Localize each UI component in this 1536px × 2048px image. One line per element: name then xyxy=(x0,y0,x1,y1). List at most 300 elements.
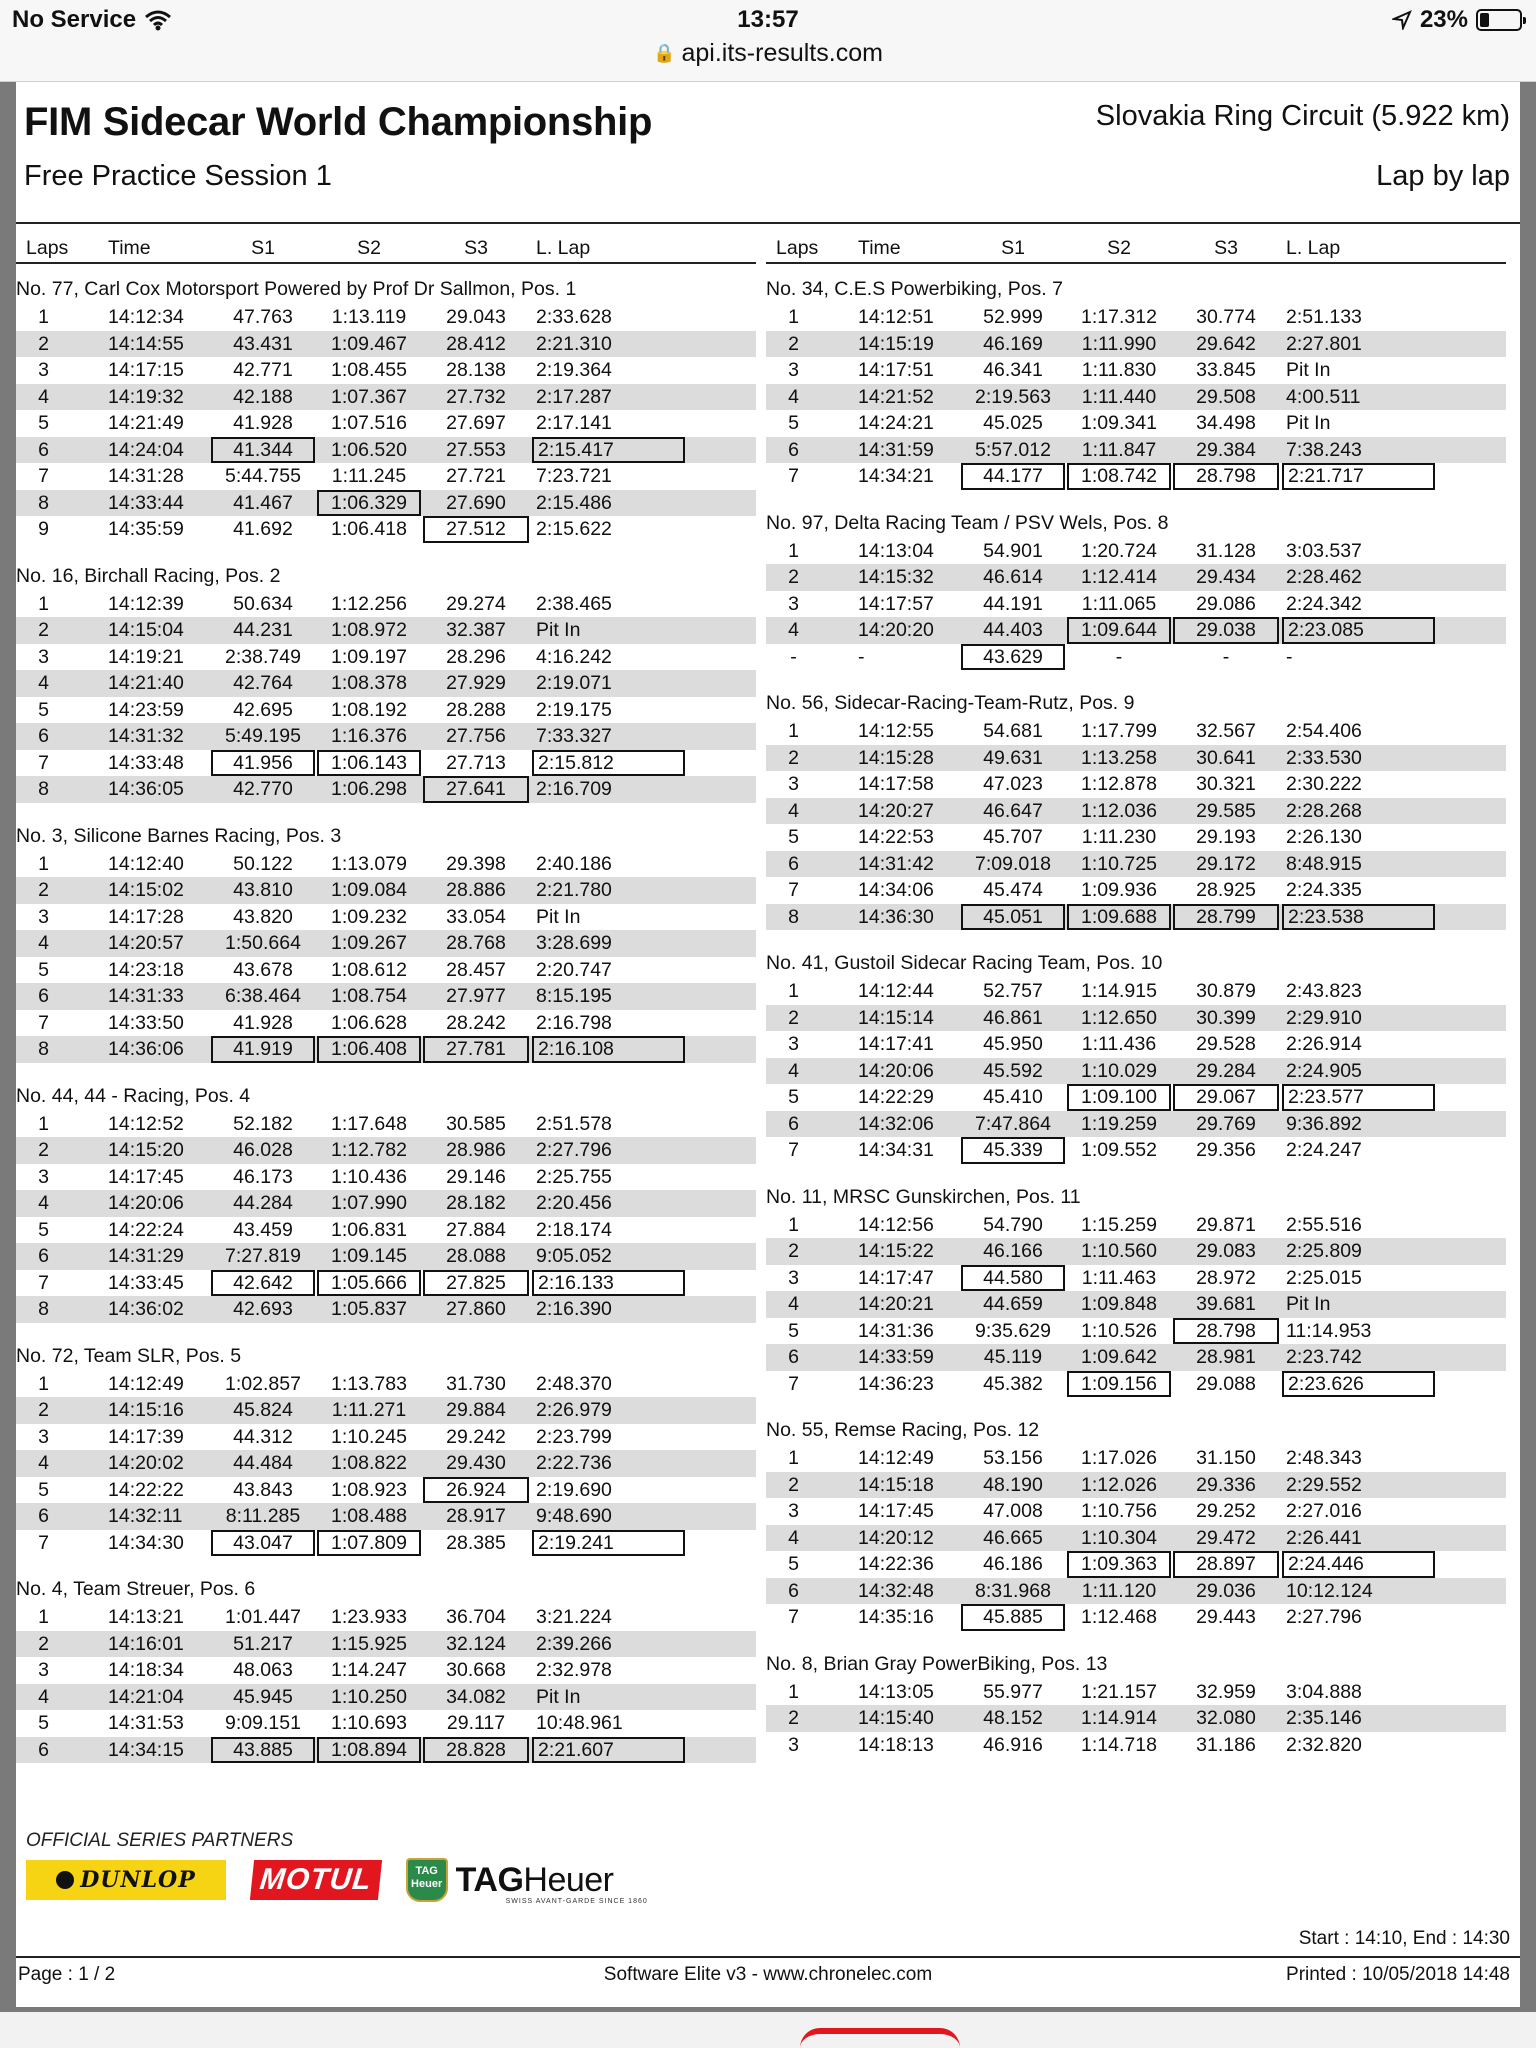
sector-1: 44.580 xyxy=(961,1265,1065,1292)
table-row xyxy=(766,1604,1506,1631)
lap-time-of-day: 14:21:49 xyxy=(108,412,184,434)
lap-number: 5 xyxy=(38,1478,49,1501)
sector-2: 1:12.468 xyxy=(1081,1606,1157,1628)
last-lap: 3:03.537 xyxy=(1286,539,1362,562)
sector-3: 28.182 xyxy=(446,1192,506,1214)
lap-time-of-day: 14:17:45 xyxy=(108,1165,184,1188)
last-lap: 2:19.364 xyxy=(536,359,612,381)
last-lap: 7:23.721 xyxy=(536,465,612,487)
team-heading: No. 16, Birchall Racing, Pos. 2 xyxy=(16,564,281,587)
table-row xyxy=(766,851,1506,878)
sector-3: 29.193 xyxy=(1196,826,1256,848)
sector-3: 28.385 xyxy=(446,1531,506,1554)
lap-number: 4 xyxy=(788,1059,799,1082)
lap-time-of-day: 14:34:15 xyxy=(108,1738,184,1761)
table-row xyxy=(766,1031,1506,1058)
table-row xyxy=(16,644,756,671)
sector-3: 29.398 xyxy=(446,852,506,875)
lap-time-of-day: 14:22:36 xyxy=(858,1553,934,1575)
header-laps: Laps xyxy=(776,237,819,259)
lap-number: 5 xyxy=(788,412,799,434)
lap-number: 1 xyxy=(788,539,799,562)
left-column xyxy=(16,232,756,1763)
sector-1: 52.182 xyxy=(233,1112,293,1135)
last-lap: 2:23.799 xyxy=(536,1425,612,1448)
sector-1: 46.186 xyxy=(983,1553,1043,1575)
sector-2: 1:10.756 xyxy=(1081,1500,1157,1522)
lap-time-of-day: 14:34:30 xyxy=(108,1531,184,1554)
lap-time-of-day: 14:35:16 xyxy=(858,1606,934,1628)
sector-2: 1:20.724 xyxy=(1081,539,1157,562)
sector-3: 28.296 xyxy=(446,645,506,668)
lap-number: 4 xyxy=(38,1685,49,1708)
last-lap: 3:21.224 xyxy=(536,1606,612,1628)
lap-time-of-day: 14:32:11 xyxy=(108,1505,183,1527)
sector-1: 54.901 xyxy=(983,539,1043,562)
next-page-preview xyxy=(0,2012,1536,2048)
lap-number: 4 xyxy=(788,1293,799,1315)
header-last-lap: L. Lap xyxy=(1286,237,1341,259)
lap-time-of-day: 14:23:18 xyxy=(108,958,184,981)
table-row xyxy=(766,1291,1506,1318)
table-row xyxy=(766,1084,1506,1111)
sector-2: - xyxy=(1115,645,1123,668)
last-lap: Pit In xyxy=(1286,412,1331,434)
table-row xyxy=(16,463,756,490)
sector-1: 41.928 xyxy=(233,412,293,434)
last-lap: 2:39.266 xyxy=(536,1632,612,1655)
sector-1: 1:01.447 xyxy=(225,1606,301,1628)
lap-number: 5 xyxy=(38,1218,49,1241)
table-row xyxy=(766,331,1506,358)
sector-1: 41.956 xyxy=(211,750,315,777)
sector-2: 1:08.742 xyxy=(1067,463,1171,490)
table-row xyxy=(766,1705,1506,1732)
sector-3: 29.528 xyxy=(1196,1033,1256,1055)
last-lap: 2:18.174 xyxy=(536,1218,612,1241)
sector-2: 1:06.143 xyxy=(317,750,421,777)
table-row xyxy=(766,824,1506,851)
sector-2: 1:10.250 xyxy=(331,1685,407,1708)
last-lap: 2:29.552 xyxy=(1286,1473,1362,1496)
sector-3: 27.697 xyxy=(446,412,506,434)
team-spacer xyxy=(16,543,756,559)
lap-number: 4 xyxy=(38,385,49,408)
last-lap: 2:54.406 xyxy=(1286,720,1362,742)
sector-3: 27.713 xyxy=(446,751,506,774)
sector-3: 27.553 xyxy=(446,438,506,461)
sector-1: 43.885 xyxy=(211,1737,315,1764)
sector-1: 1:02.857 xyxy=(225,1372,301,1395)
lap-number: 6 xyxy=(788,1112,799,1135)
sector-3: 29.434 xyxy=(1196,566,1256,588)
sector-3: 28.798 xyxy=(1173,1318,1279,1345)
sector-2: 1:13.079 xyxy=(331,852,407,875)
lap-time-of-day: 14:34:21 xyxy=(858,465,934,487)
table-row xyxy=(766,1732,1506,1759)
lap-time-of-day: 14:17:47 xyxy=(858,1266,934,1289)
lap-number: 7 xyxy=(38,751,49,774)
last-lap: 2:40.186 xyxy=(536,852,612,875)
lap-time-of-day: 14:20:02 xyxy=(108,1452,184,1474)
lap-number: 8 xyxy=(38,1038,49,1060)
last-lap: 2:16.108 xyxy=(532,1036,685,1063)
last-lap: 2:23.742 xyxy=(1286,1346,1362,1368)
sector-3: 33.845 xyxy=(1196,359,1256,381)
last-lap: 2:29.910 xyxy=(1286,1006,1362,1029)
sector-3: 27.860 xyxy=(446,1298,506,1320)
sector-3: 29.585 xyxy=(1196,799,1256,822)
table-row xyxy=(16,1657,756,1684)
sector-3: 31.730 xyxy=(446,1372,506,1395)
team-spacer xyxy=(766,1631,1506,1647)
sector-1: 47.023 xyxy=(983,773,1043,795)
lap-number: 3 xyxy=(38,1425,49,1448)
sector-1: 44.312 xyxy=(233,1425,293,1448)
sector-3: 28.986 xyxy=(446,1139,506,1161)
circuit-name: Slovakia Ring Circuit (5.922 km) xyxy=(1095,100,1510,132)
sector-1: 45.707 xyxy=(983,826,1043,848)
lap-time-of-day: 14:34:31 xyxy=(858,1139,934,1161)
right-column xyxy=(766,232,1506,1758)
sector-2: 1:11.271 xyxy=(331,1399,407,1421)
sector-3: 29.642 xyxy=(1196,332,1256,355)
sector-3: 27.884 xyxy=(446,1218,506,1241)
last-lap: 2:19.071 xyxy=(536,672,612,694)
lap-number: 7 xyxy=(788,465,799,487)
sector-3: 28.088 xyxy=(446,1245,506,1267)
sector-1: 46.614 xyxy=(983,566,1043,588)
team-heading: No. 3, Silicone Barnes Racing, Pos. 3 xyxy=(16,824,342,847)
sector-3: 29.038 xyxy=(1173,617,1279,644)
team-spacer xyxy=(16,1063,756,1079)
lap-time-of-day: 14:31:36 xyxy=(858,1319,934,1342)
sector-1: 44.191 xyxy=(983,592,1043,615)
sector-2: 1:11.230 xyxy=(1081,826,1157,848)
document-viewer[interactable] xyxy=(0,82,1536,2012)
lap-number: 2 xyxy=(788,566,799,588)
sector-1: 43.431 xyxy=(233,332,293,355)
table-row xyxy=(16,437,756,464)
sector-1: 9:35.629 xyxy=(975,1319,1051,1342)
table-row xyxy=(16,1710,756,1737)
header-laps: Laps xyxy=(26,237,69,259)
team-heading: No. 41, Gustoil Sidecar Racing Team, Pos. 10 xyxy=(766,952,1163,974)
last-lap: 2:51.578 xyxy=(536,1112,612,1135)
sector-1: 45.382 xyxy=(983,1372,1043,1395)
lap-number: 9 xyxy=(38,518,49,540)
lap-number: 5 xyxy=(788,1086,799,1108)
lap-number: 1 xyxy=(38,852,49,875)
lap-number: 3 xyxy=(788,592,799,615)
sector-3: 34.082 xyxy=(446,1685,506,1708)
sector-1: 41.919 xyxy=(211,1036,315,1063)
sector-2: 1:08.894 xyxy=(317,1737,421,1764)
last-lap: 2:23.577 xyxy=(1282,1084,1435,1111)
dunlop-logo xyxy=(26,1860,226,1900)
sector-1: 43.047 xyxy=(211,1530,315,1557)
sector-2: 1:06.329 xyxy=(317,490,421,517)
motul-text: MOTUL xyxy=(258,1863,374,1896)
lap-time-of-day: 14:13:04 xyxy=(858,539,934,562)
sector-2: 1:13.119 xyxy=(331,306,407,328)
lap-time-of-day: 14:22:24 xyxy=(108,1218,184,1241)
lap-time-of-day: 14:24:04 xyxy=(108,438,184,461)
table-row xyxy=(16,1604,756,1631)
lap-time-of-day: 14:20:21 xyxy=(858,1293,934,1315)
last-lap: 2:55.516 xyxy=(1286,1213,1362,1236)
lap-number: 2 xyxy=(38,619,49,641)
last-lap: 3:28.699 xyxy=(536,932,612,954)
sector-1: 41.928 xyxy=(233,1011,293,1034)
sector-2: 1:08.488 xyxy=(331,1505,407,1527)
sector-2: 1:10.725 xyxy=(1081,852,1157,875)
table-row xyxy=(766,304,1506,331)
partners-label: OFFICIAL SERIES PARTNERS xyxy=(26,1830,294,1851)
lap-number: 6 xyxy=(38,725,49,747)
sector-3: 28.972 xyxy=(1196,1266,1256,1289)
sector-1: 46.861 xyxy=(983,1006,1043,1029)
sector-3: 28.138 xyxy=(446,359,506,381)
team-heading: No. 44, 44 - Racing, Pos. 4 xyxy=(16,1084,251,1107)
lap-number: 6 xyxy=(788,1346,799,1368)
sector-3: - xyxy=(1222,645,1230,668)
lap-time-of-day: 14:17:28 xyxy=(108,905,184,928)
last-lap: 2:20.747 xyxy=(536,958,612,981)
last-lap: 11:14.953 xyxy=(1286,1319,1372,1342)
clock: 13:57 xyxy=(737,6,799,33)
table-row xyxy=(16,1631,756,1658)
lap-number: 4 xyxy=(38,932,49,954)
lap-time-of-day: 14:12:39 xyxy=(108,592,184,615)
sector-3: 29.472 xyxy=(1196,1526,1256,1549)
sector-1: 44.403 xyxy=(983,619,1043,641)
sector-2: 1:06.831 xyxy=(331,1218,407,1241)
lap-number: 1 xyxy=(788,1447,799,1469)
divider xyxy=(16,222,1520,224)
sector-1: 48.063 xyxy=(233,1659,293,1681)
table-row xyxy=(16,1450,756,1477)
sector-2: 1:12.256 xyxy=(331,592,407,615)
sector-3: 31.150 xyxy=(1196,1447,1256,1469)
lap-number: 2 xyxy=(788,746,799,769)
last-lap: 2:25.755 xyxy=(536,1165,612,1188)
sector-2: 1:17.799 xyxy=(1081,720,1157,742)
sector-2: 1:11.830 xyxy=(1081,359,1157,381)
table-row xyxy=(766,798,1506,825)
table-row xyxy=(16,1243,756,1270)
lap-number: 7 xyxy=(788,1372,799,1395)
last-lap: 2:51.133 xyxy=(1286,306,1362,328)
lap-time-of-day: 14:17:51 xyxy=(858,359,934,381)
last-lap: 2:15.622 xyxy=(536,518,612,540)
sector-1: 54.681 xyxy=(983,720,1043,742)
table-row xyxy=(16,1010,756,1037)
lap-time-of-day: 14:12:51 xyxy=(858,306,934,328)
sector-1: 41.692 xyxy=(233,518,293,540)
last-lap: 2:21.607 xyxy=(532,1737,685,1764)
sector-1: 5:57.012 xyxy=(975,438,1051,461)
sector-2: 1:11.065 xyxy=(1081,592,1157,615)
sector-3: 27.690 xyxy=(446,491,506,514)
lap-time-of-day: 14:21:04 xyxy=(108,1685,184,1708)
lap-time-of-day: 14:36:06 xyxy=(108,1038,184,1060)
sector-2: 1:08.378 xyxy=(331,672,407,694)
lap-number: 1 xyxy=(38,306,49,328)
team-spacer xyxy=(16,1556,756,1572)
lap-number: 3 xyxy=(788,1033,799,1055)
header-s3: S3 xyxy=(1214,237,1238,259)
header-s3: S3 xyxy=(464,237,488,259)
lap-number: 3 xyxy=(788,359,799,381)
lap-time-of-day: - xyxy=(858,645,865,668)
lap-time-of-day: 14:31:42 xyxy=(858,852,934,875)
sector-3: 29.242 xyxy=(446,1425,506,1448)
last-lap: 2:38.465 xyxy=(536,592,612,615)
last-lap: 9:05.052 xyxy=(536,1245,612,1267)
sector-3: 29.384 xyxy=(1196,438,1256,461)
sector-2: 1:09.848 xyxy=(1081,1293,1157,1315)
tag-heuer-logo xyxy=(406,1858,648,1905)
table-row xyxy=(766,1137,1506,1164)
lap-number: 4 xyxy=(788,385,799,408)
lap-number: 3 xyxy=(788,1500,799,1522)
table-row xyxy=(766,1551,1506,1578)
sector-1: 41.344 xyxy=(211,437,315,464)
last-lap: 2:23.085 xyxy=(1282,617,1435,644)
team-heading: No. 97, Delta Racing Team / PSV Wels, Pos. 8 xyxy=(766,511,1169,534)
sector-1: 45.592 xyxy=(983,1059,1043,1082)
lap-number: 8 xyxy=(788,905,799,928)
lock-icon: 🔒 xyxy=(653,43,676,63)
sector-2: 1:21.157 xyxy=(1081,1680,1157,1703)
sector-3: 28.412 xyxy=(446,332,506,355)
header-time: Time xyxy=(108,237,151,259)
sector-1: 47.008 xyxy=(983,1500,1043,1522)
sector-2: 1:07.516 xyxy=(331,412,407,434)
last-lap: 2:28.462 xyxy=(1286,566,1362,588)
lap-number: 7 xyxy=(38,1011,49,1034)
lap-time-of-day: 14:16:01 xyxy=(108,1632,184,1655)
table-row xyxy=(766,877,1506,904)
lap-time-of-day: 14:36:05 xyxy=(108,778,184,800)
last-lap: 2:17.141 xyxy=(536,412,612,434)
sector-3: 29.043 xyxy=(446,306,506,328)
sector-1: 7:09.018 xyxy=(975,852,1051,875)
address-bar[interactable] xyxy=(0,38,1536,82)
lap-number: 5 xyxy=(788,1319,799,1342)
table-row xyxy=(16,1111,756,1138)
table-row xyxy=(766,718,1506,745)
table-row xyxy=(16,1424,756,1451)
lap-number: 7 xyxy=(38,1531,49,1554)
sector-1: 45.051 xyxy=(961,904,1065,931)
header-last-lap: L. Lap xyxy=(536,237,591,259)
lap-time-of-day: 14:17:45 xyxy=(858,1500,934,1522)
lap-number: 3 xyxy=(788,773,799,795)
sector-1: 43.459 xyxy=(233,1218,293,1241)
lap-time-of-day: 14:23:59 xyxy=(108,698,184,721)
table-row xyxy=(16,331,756,358)
team-spacer xyxy=(766,930,1506,946)
sector-2: 1:08.192 xyxy=(331,698,407,721)
table-row xyxy=(16,1164,756,1191)
sector-1: 44.231 xyxy=(233,619,293,641)
table-row xyxy=(766,1371,1506,1398)
sector-1: 45.339 xyxy=(961,1137,1065,1164)
sector-2: 1:17.648 xyxy=(331,1112,407,1135)
table-row xyxy=(16,1397,756,1424)
table-row xyxy=(766,1498,1506,1525)
sector-3: 28.828 xyxy=(423,1737,529,1764)
sector-1: 46.341 xyxy=(983,359,1043,381)
sector-2: 1:17.312 xyxy=(1081,306,1157,328)
sector-2: 1:09.156 xyxy=(1067,1371,1171,1398)
table-row xyxy=(766,1445,1506,1472)
lap-number: 7 xyxy=(38,465,49,487)
lap-number: 1 xyxy=(788,306,799,328)
lap-number: 5 xyxy=(38,1712,49,1734)
sector-3: 30.774 xyxy=(1196,306,1256,328)
sector-1: 46.916 xyxy=(983,1733,1043,1756)
last-lap: 3:04.888 xyxy=(1286,1680,1362,1703)
lap-number: 2 xyxy=(38,879,49,901)
lap-time-of-day: 14:17:39 xyxy=(108,1425,184,1448)
sector-2: 1:09.363 xyxy=(1067,1551,1171,1578)
table-row xyxy=(16,490,756,517)
lap-number: 6 xyxy=(788,852,799,875)
sector-2: 1:16.376 xyxy=(331,725,407,747)
lap-number: 6 xyxy=(38,1505,49,1527)
table-row xyxy=(16,983,756,1010)
battery-icon xyxy=(1476,9,1522,31)
battery-percent: 23% xyxy=(1419,6,1468,33)
team-spacer xyxy=(766,490,1506,506)
page-number: Page : 1 / 2 xyxy=(18,1964,116,1985)
sector-2: 1:09.084 xyxy=(331,879,407,901)
sector-1: 43.843 xyxy=(233,1478,293,1501)
last-lap: 2:16.133 xyxy=(532,1270,685,1297)
sector-3: 27.825 xyxy=(423,1270,529,1297)
sector-1: 42.693 xyxy=(233,1298,293,1320)
lap-time-of-day: 14:21:40 xyxy=(108,672,184,694)
last-lap: 2:17.287 xyxy=(536,385,612,408)
lap-time-of-day: 14:31:29 xyxy=(108,1245,184,1267)
sector-2: 1:06.418 xyxy=(331,518,407,540)
sector-3: 29.067 xyxy=(1173,1084,1279,1111)
sector-3: 28.925 xyxy=(1196,879,1256,901)
lap-time-of-day: 14:31:59 xyxy=(858,438,934,461)
lap-time-of-day: 14:34:06 xyxy=(858,879,934,901)
sector-2: 1:14.914 xyxy=(1081,1707,1157,1729)
sector-2: 1:12.026 xyxy=(1081,1473,1157,1496)
table-row xyxy=(766,384,1506,411)
sector-3: 29.871 xyxy=(1196,1213,1256,1236)
lap-time-of-day: 14:19:21 xyxy=(108,645,184,668)
sector-3: 32.387 xyxy=(446,619,506,641)
last-lap: 9:36.892 xyxy=(1286,1112,1362,1135)
sector-3: 29.086 xyxy=(1196,592,1256,615)
table-row xyxy=(16,304,756,331)
last-lap: 2:24.446 xyxy=(1282,1551,1435,1578)
table-row xyxy=(16,930,756,957)
table-row xyxy=(16,697,756,724)
table-row xyxy=(16,410,756,437)
sector-2: 1:07.809 xyxy=(317,1530,421,1557)
lap-number: 3 xyxy=(38,359,49,381)
team-heading: No. 56, Sidecar-Racing-Team-Rutz, Pos. 9 xyxy=(766,692,1135,714)
sector-2: 1:09.552 xyxy=(1081,1139,1157,1161)
